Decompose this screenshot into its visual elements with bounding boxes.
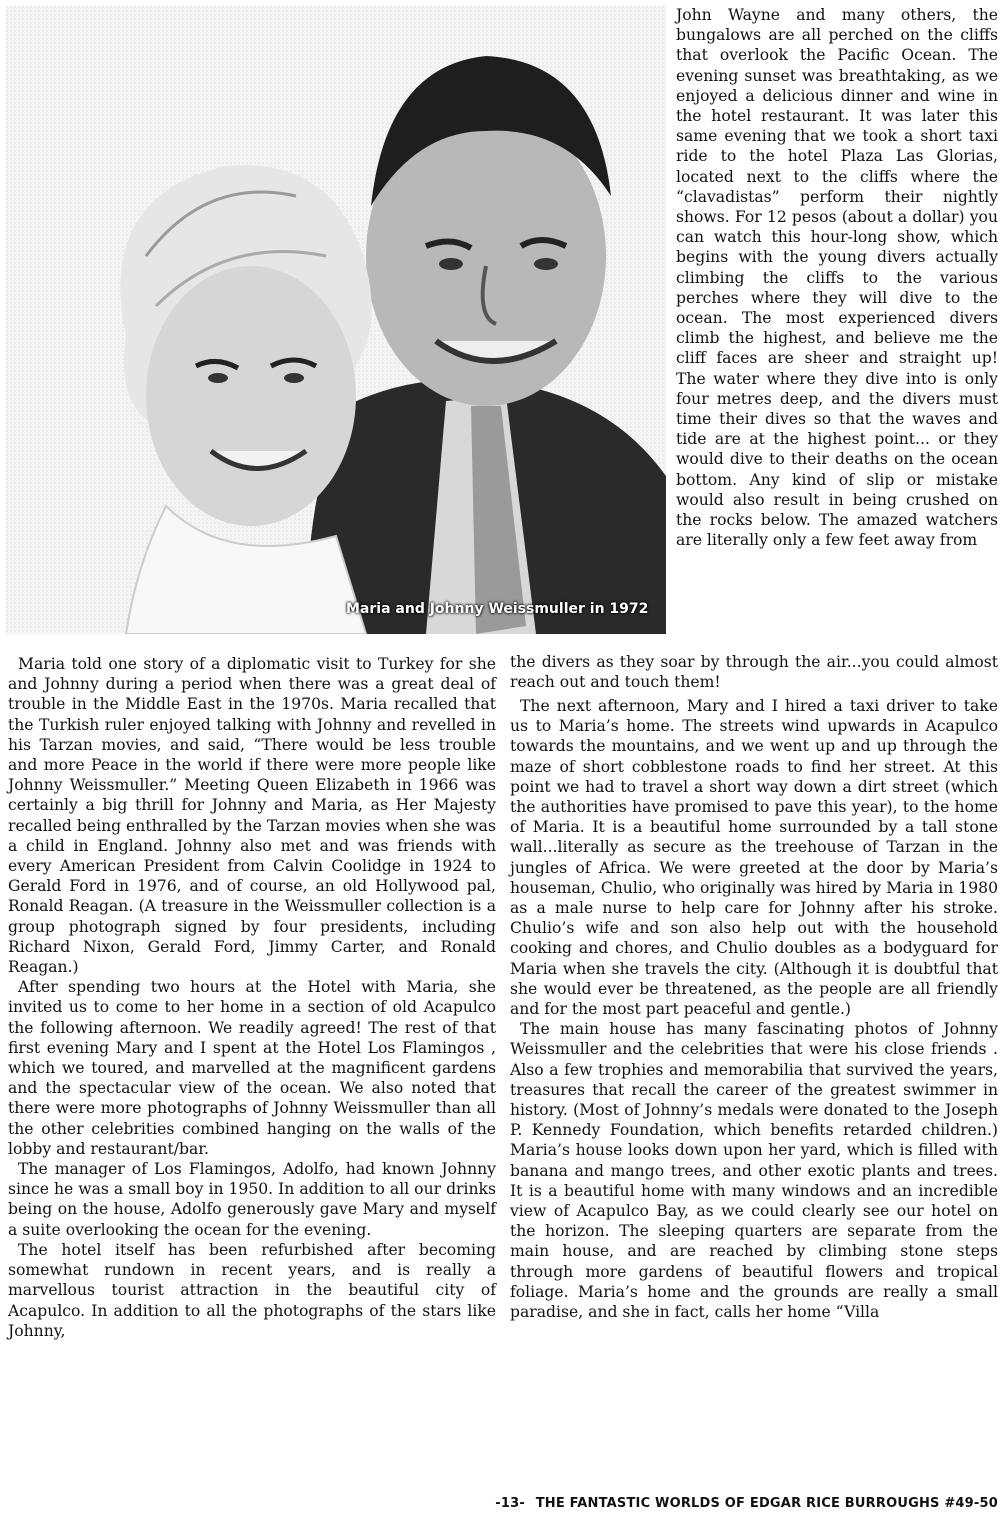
paragraph: The main house has many fascinating photos of Johnny Weissmuller and the celebrities that were his close friends . Also a few trophies and memorabilia that survived the years, treasures that recall the career of the greatest swimmer in history. (Most of Johnny’s medals were donated to the Joseph P. Kennedy Foundation, which benefits retarded children.) Maria’s house looks down upon her yard, which is filled with banana and mango trees, and other exotic plants and trees. It is a beautiful home with many windows and an incredible view of Acapulco Bay, as we could clearly see our hotel on the horizon. The sleeping quarters are separate from the main house, and are reached by climbing stone steps through more gardens of beautiful flowers and tropical foliage. Maria’s home and the grounds are really a small paradise, and she in fact, calls her home “Villa: [510, 1020, 998, 1322]
photo-maria-and-johnny: [6, 6, 666, 634]
column-right: [510, 696, 998, 1322]
photo-illustration: [6, 6, 666, 634]
paragraph: The manager of Los Flamingos, Adolfo, had known Johnny since he was a small boy in 1950. In addition to all our drinks being on the house, Adolfo generously gave Mary and myself a suite overlooking the ocean for the evening.: [8, 1160, 496, 1239]
column-right-continuation: [510, 652, 998, 692]
paragraph: After spending two hours at the Hotel with Maria, she invited us to come to her home in a section of old Acapulco the following afternoon. We readily agreed! The rest of that first evening Mary and I spent at the Hotel Los Flamingos , which we toured, and marvelled at the magnificent gardens and the spectacular view of the ocean. We also noted that there were more photographs of Johnny Weissmuller than all the other celebrities combined hanging on the walls of the lobby and restaurant/bar.: [8, 978, 496, 1158]
page-number: -13-: [495, 1496, 525, 1511]
column-top-right: [676, 5, 998, 550]
column-left: [8, 654, 496, 1341]
paragraph: The next afternoon, Mary and I hired a taxi driver to take us to Maria’s home. The streets wind upwards in Acapulco towards the mountains, and we went up and up through the maze of short cobblestone roads to find her street. At this point we had to travel a short way down a dirt street (which the authorities have promised to pave this year), to the home of Maria. It is a beautiful home surrounded by a tall stone wall...literally as secure as the treehouse of Tarzan in the jungles of Africa. We were greeted at the door by Maria’s houseman, Chulio, who originally was hired by Maria in 1980 as a male nurse to help care for Johnny after his stroke. Chulio’s wife and son also help out with the household cooking and chores, and Chulio doubles as a bodyguard for Maria when she travels the city. (Although it is doubtful that she would ever be threatened, as the people are all friendly and for the most part peaceful and gentle.): [510, 697, 998, 1019]
paragraph: Maria told one story of a diplomatic visit to Turkey for she and Johnny during a period when there was a great deal of trouble in the Middle East in the 1970s. Maria recalled that the Turkish ruler enjoyed talking with Johnny and revelled in his Tarzan movies, and said, “There would be less trouble and more Peace in the world if there were more people like Johnny Weissmuller.” Meeting Queen Elizabeth in 1966 was certainly a big thrill for Johnny and Maria, as Her Majesty recalled being enthralled by the Tarzan movies when she was a child in England. Johnny also met and was friends with every American President from Calvin Coolidge in 1924 to Gerald Ford in 1976, and of course, an old Hollywood pal, Ronald Reagan. (A treasure in the Weissmuller collection is a group photograph signed by four presidents, including Richard Nixon, Gerald Ford, Jimmy Carter, and Ronald Reagan.): [8, 655, 496, 977]
publication-title: THE FANTASTIC WORLDS OF EDGAR RICE BURROUGHS #49-50: [535, 1496, 998, 1511]
paragraph: the divers as they soar by through the air...you could almost reach out and touch them!: [510, 653, 998, 692]
paragraph: John Wayne and many others, the bungalows are all perched on the cliffs that overlook the Pacific Ocean. The evening sunset was breathtaking, as we enjoyed a delicious dinner and wine in the hotel restaurant. It was later this same evening that we took a short taxi ride to the hotel Plaza Las Glorias, located next to the cliffs where the “clavadistas” perform their nightly shows. For 12 pesos (about a dollar) you can watch this hour-long show, which begins with the young divers actually climbing the cliffs to the various perches where they will dive to the ocean. The most experienced divers climb the highest, and believe me the cliff faces are sheer and straight up! The water where they dive into is only four metres deep, and the divers must time their dives so that the waves and tide are at the highest point... or they would dive to their deaths on the ocean bottom. Any kind of slip or mistake would also result in being crushed on the rocks below. The amazed watchers are literally only a few feet away from: [676, 6, 998, 550]
paragraph: The hotel itself has been refurbished after becoming somewhat rundown in recent years, and is really a marvellous tourist attraction in the beautiful city of Acapulco. In addition to all the photographs of the stars like Johnny,: [8, 1240, 496, 1340]
photo-caption: Maria and Johnny Weissmuller in 1972: [346, 601, 649, 617]
page-footer: [495, 1496, 998, 1511]
